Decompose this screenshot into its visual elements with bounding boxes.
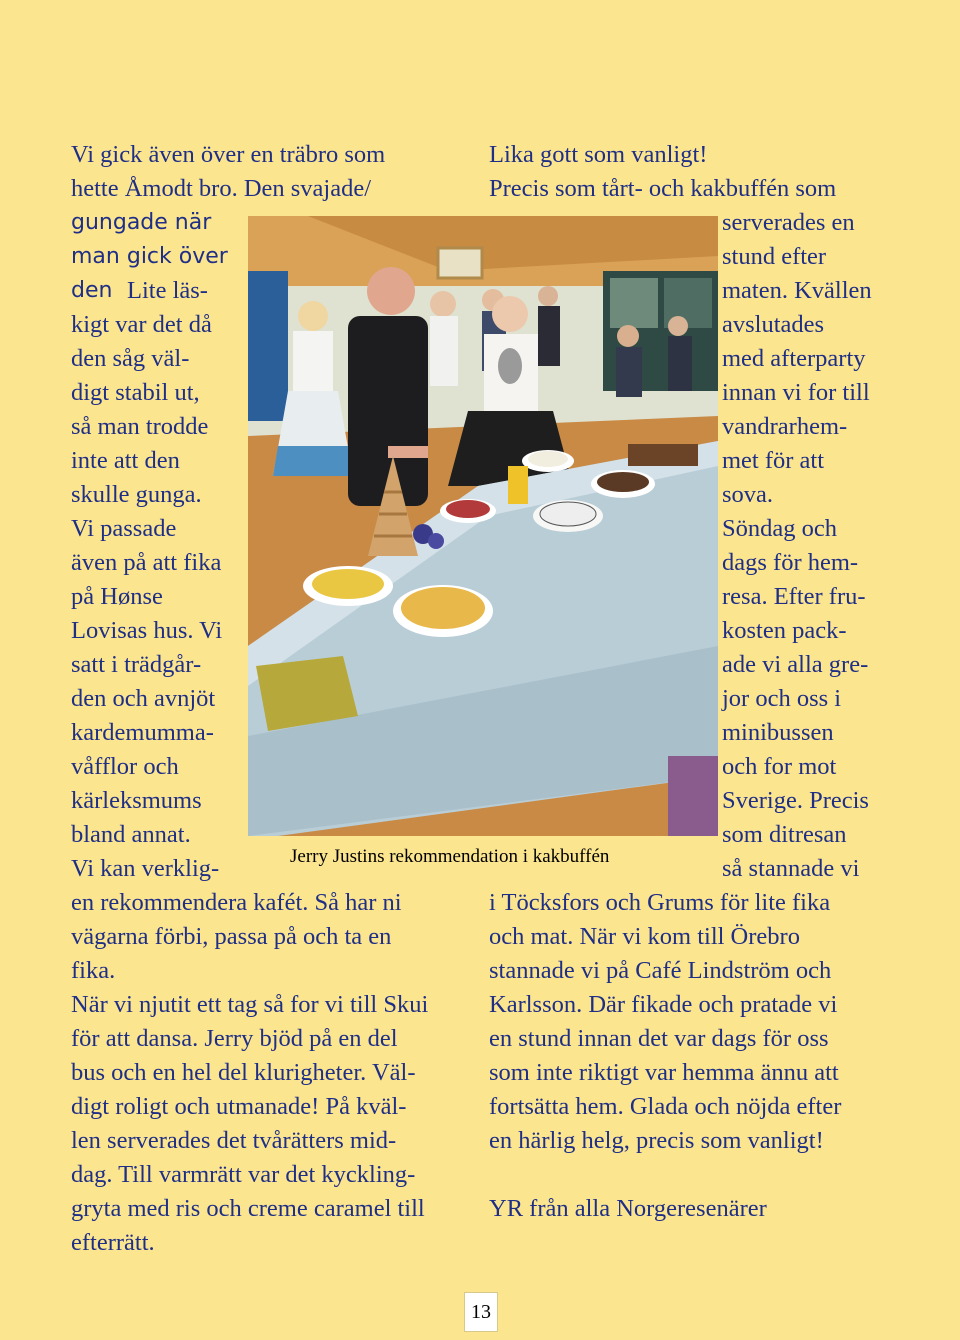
left-text-line: hette Åmodt bro. Den svajade/: [71, 175, 372, 202]
left-text-line: efterrätt.: [71, 1229, 155, 1256]
right-text-line: avslutades: [722, 311, 825, 338]
signature-line: YR från alla Norgeresenärer: [489, 1195, 767, 1222]
right-text-line: Karlsson. Där fikade och pratade vi: [489, 991, 838, 1018]
left-text-line: fika.: [71, 957, 116, 984]
right-text-line: ade vi alla gre-: [722, 651, 869, 678]
right-text-line: med afterparty: [722, 345, 866, 372]
right-text-line: dags för hem-: [722, 549, 859, 576]
right-text-line: kosten pack-: [722, 617, 847, 644]
left-text-line: man gick över: [71, 244, 228, 269]
left-text-line: kigt var det då: [71, 311, 212, 338]
left-text-line: den och avnjöt: [71, 685, 216, 712]
right-text-line: met för att: [722, 447, 825, 474]
left-text-line: Lovisas hus. Vi: [71, 617, 223, 644]
right-text-line: maten. Kvällen: [722, 277, 872, 304]
left-text-line: våfflor och: [71, 753, 179, 780]
right-text-line: i Töcksfors och Grums för lite fika: [489, 889, 831, 916]
left-text-line: kärleksmums: [71, 787, 202, 814]
right-text-line: stund efter: [722, 243, 827, 270]
right-text-line: innan vi for till: [722, 379, 870, 406]
left-text-line: Vi passade: [71, 515, 177, 542]
right-text-line: som inte riktigt var hemma ännu att: [489, 1059, 839, 1086]
left-text-line: vägarna förbi, passa på och ta en: [71, 923, 392, 950]
right-text-line: jor och oss i: [722, 685, 842, 712]
left-text-line: skulle gunga.: [71, 481, 202, 508]
right-text-line: som ditresan: [722, 821, 847, 848]
right-text-line: Lika gott som vanligt!: [489, 141, 708, 168]
right-text-line: en härlig helg, precis som vanligt!: [489, 1127, 824, 1154]
left-text-line: digt stabil ut,: [71, 379, 200, 406]
right-text-line: stannade vi på Café Lindström och: [489, 957, 832, 984]
right-text-line: vandrarhem-: [722, 413, 848, 440]
right-text-line: Söndag och: [722, 515, 837, 542]
right-text-line: serverades en: [722, 209, 855, 236]
party-photo: [248, 216, 718, 836]
left-text-line: Lite läs-: [127, 277, 208, 304]
right-text-line: resa. Efter fru-: [722, 583, 866, 610]
right-text-line: fortsätta hem. Glada och nöjda efter: [489, 1093, 842, 1120]
photo-caption: Jerry Justins rekommendation i kakbuffén: [290, 846, 610, 867]
left-text-line: även på att fika: [71, 549, 222, 576]
left-text-line: gryta med ris och creme caramel till: [71, 1195, 425, 1222]
left-text-line: Vi gick även över en träbro som: [71, 141, 386, 168]
right-text-line: en stund innan det var dags för oss: [489, 1025, 829, 1052]
left-text-line: Vi kan verklig-: [71, 855, 220, 882]
left-text-line: på Hønse: [71, 583, 163, 610]
page-number: 13: [464, 1292, 498, 1332]
left-text-line: dag. Till varmrätt var det kyckling-: [71, 1161, 416, 1188]
left-text-line: satt i trädgår-: [71, 651, 202, 678]
left-text-line: den: [71, 278, 113, 303]
left-text-line: digt roligt och utmanade! På kväl-: [71, 1093, 407, 1120]
left-text-line: gungade när: [71, 210, 212, 235]
left-text-line: len serverades det tvårätters mid-: [71, 1127, 397, 1154]
right-text-line: och mat. När vi kom till Örebro: [489, 923, 800, 950]
right-text-line: Sverige. Precis: [722, 787, 869, 814]
left-text-line: så man trodde: [71, 413, 209, 440]
left-text-line: bland annat.: [71, 821, 191, 848]
left-text-line: en rekommendera kafét. Så har ni: [71, 889, 402, 916]
left-text-line: den såg väl-: [71, 345, 190, 372]
left-text-line: bus och en hel del klurigheter. Väl-: [71, 1059, 416, 1086]
left-text-line: När vi njutit ett tag så for vi till Skui: [71, 991, 429, 1018]
right-text-line: och for mot: [722, 753, 837, 780]
right-text-line: minibussen: [722, 719, 834, 746]
left-text-line: kardemumma-: [71, 719, 214, 746]
right-text-line: sova.: [722, 481, 774, 508]
right-text-line: Precis som tårt- och kakbuffén som: [489, 175, 837, 202]
left-text-line: för att dansa. Jerry bjöd på en del: [71, 1025, 398, 1052]
right-text-line: så stannade vi: [722, 855, 860, 882]
left-text-line: inte att den: [71, 447, 180, 474]
